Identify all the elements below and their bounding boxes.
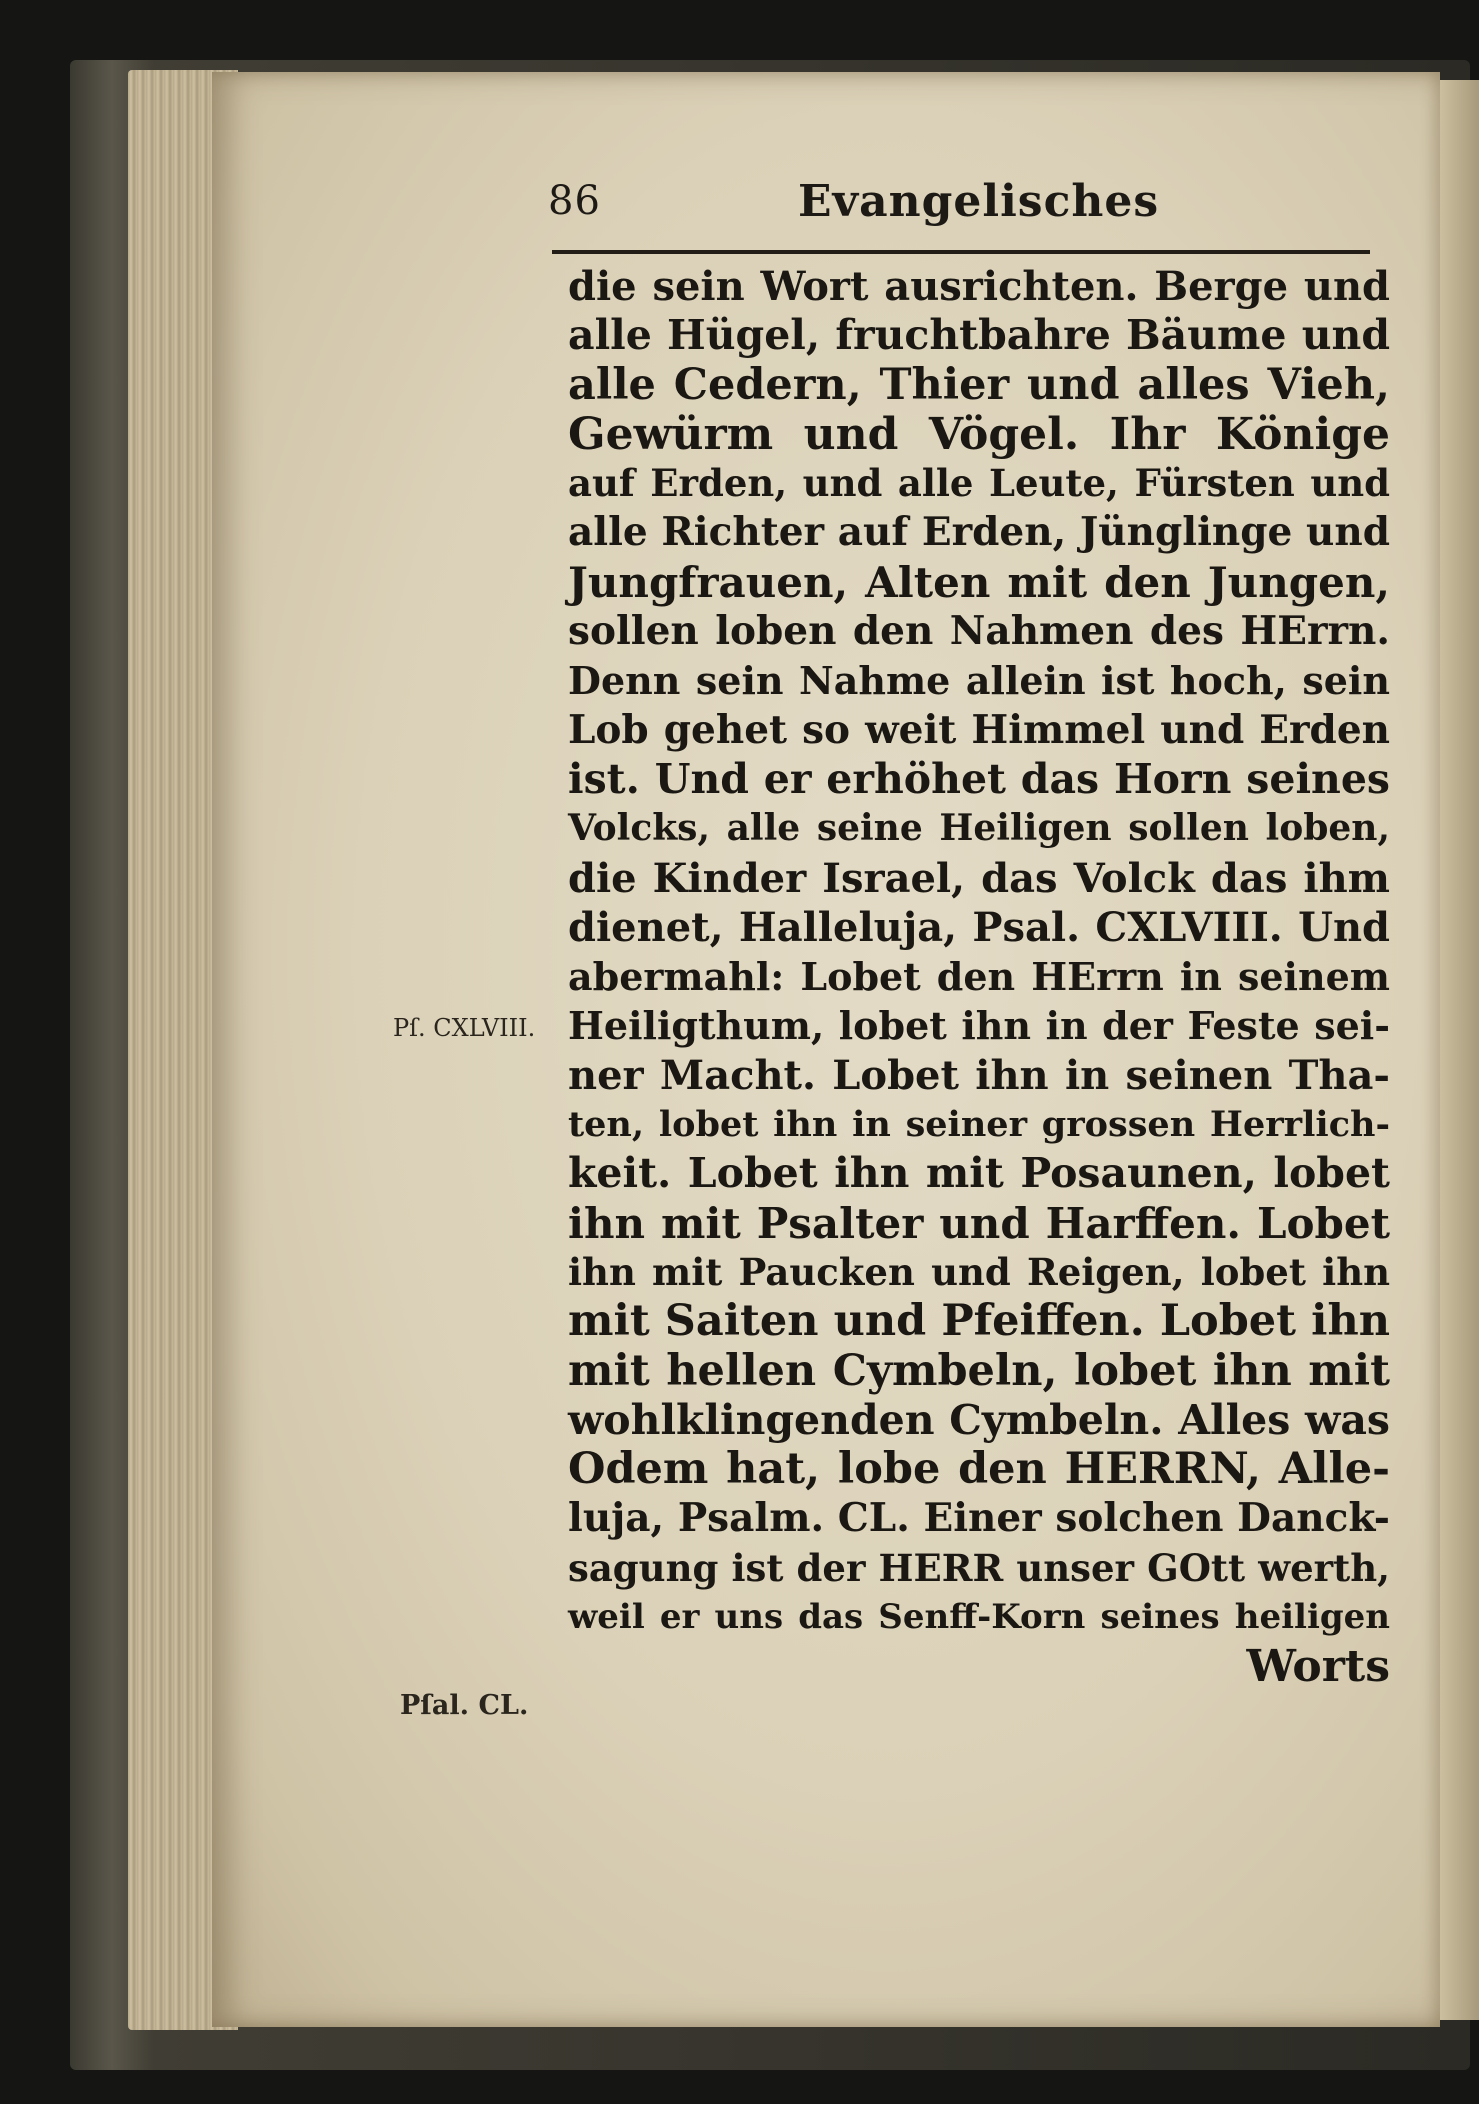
text-line: Denn sein Nahme allein ist hoch, sein bbox=[568, 658, 1390, 704]
page-header bbox=[548, 178, 1370, 240]
text-line: sollen loben den Nahmen des HErrn. bbox=[568, 608, 1390, 655]
text-line: Odem hat, lobe den HERRN, Alle- bbox=[568, 1444, 1390, 1495]
text-line: Volcks, alle seine Heiligen sollen loben, bbox=[568, 807, 1390, 850]
text-line: alle Richter auf Erden, Jünglinge und bbox=[568, 509, 1390, 556]
body-text bbox=[568, 262, 1390, 1692]
text-line: Jungfrauen, Alten mit den Jungen, bbox=[568, 557, 1390, 607]
running-title: Evangelisches bbox=[798, 176, 1160, 227]
catchword-line: Worts bbox=[1246, 1641, 1390, 1693]
text-line: Lob gehet so weit Himmel und Erden bbox=[568, 706, 1390, 753]
text-line: Gewürm und Vögel. Ihr Könige bbox=[568, 408, 1390, 460]
margin-note-psalm-148: Pſ. CXLVIII. bbox=[393, 1014, 536, 1042]
text-line: luja, Psalm. CL. Einer solchen Danck- bbox=[568, 1495, 1390, 1542]
text-line: keit. Lobet ihn mit Posaunen, lobet bbox=[568, 1149, 1390, 1198]
text-line: abermahl: Lobet den HErrn in seinem bbox=[568, 954, 1390, 1000]
text-line: ihn mit Paucken und Reigen, lobet ihn bbox=[568, 1249, 1390, 1294]
text-line: sagung ist der HERR unser GOtt werth, bbox=[568, 1545, 1390, 1590]
page-number: 86 bbox=[548, 178, 601, 224]
text-line: alle Cedern, Thier und alles Vieh, bbox=[568, 359, 1390, 410]
facing-page-edge bbox=[1440, 80, 1479, 2020]
header-rule bbox=[552, 250, 1370, 254]
text-line: dienet, Halleluja, Psal. CXLVIII. Und bbox=[568, 903, 1390, 951]
text-line: ihn mit Psalter und Harffen. Lobet bbox=[568, 1198, 1390, 1248]
text-line: ner Macht. Lobet ihn in seinen Tha- bbox=[568, 1051, 1390, 1099]
text-line: Heiligthum, lobet ihn in der Feste sei- bbox=[568, 1003, 1390, 1049]
text-line: ten, lobet ihn in seiner grossen Herrlich- bbox=[568, 1104, 1390, 1146]
text-line: auf Erden, und alle Leute, Fürsten und bbox=[568, 461, 1390, 506]
text-line: alle Hügel, fruchtbahre Bäume und bbox=[568, 311, 1390, 360]
text-line: weil er uns das Senff-Korn seines heiligen bbox=[568, 1597, 1390, 1638]
text-line: wohlklingenden Cymbeln. Alles was bbox=[568, 1395, 1390, 1444]
margin-note-psalm-150: Pſal. CL. bbox=[400, 1690, 529, 1721]
text-line: mit Saiten und Pfeiffen. Lobet ihn bbox=[568, 1296, 1390, 1347]
text-line: die Kinder Israel, das Volck das ihm bbox=[568, 854, 1390, 902]
text-line: die sein Wort ausrichten. Berge und bbox=[568, 263, 1390, 310]
text-line: ist. Und er erhöhet das Horn seines bbox=[568, 754, 1390, 803]
text-line: mit hellen Cymbeln, lobet ihn mit bbox=[568, 1345, 1390, 1396]
